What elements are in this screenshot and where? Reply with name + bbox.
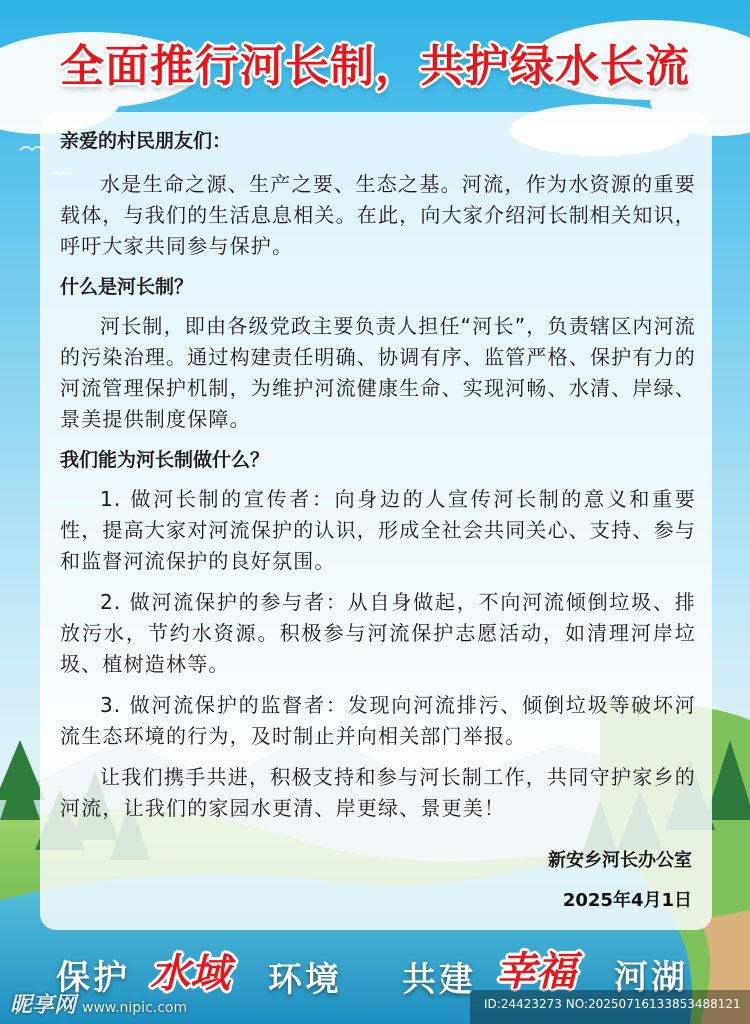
closing-paragraph: 让我们携手共进，积极支持和参与河长制工作，共同守护家乡的河流，让我们的家园水更清、岸更绿、景更美！	[60, 765, 696, 820]
slogan-highlight: 水域	[150, 951, 230, 997]
section1-paragraph: 河长制，即由各级党政主要负责人担任“河长”，负责辖区内河流的污染治理。通过构建责任明确、协调有序、监管严格、保护有力的河流管理保护机制，为维护河流健康生命、实现河畅、水清、岸绿、景美提供制度保障。	[60, 314, 696, 431]
list-item: 3. 做河流保护的监督者：发现向河流排污、倾倒垃圾等破坏河流生态环境的行为，及时制止并向相关部门举报。	[60, 693, 696, 748]
signature-date: 2025年4月1日	[562, 890, 692, 911]
section2-heading: 我们能为河长制做什么？	[60, 449, 270, 471]
slogan-text: 河湖	[614, 958, 688, 998]
page-title: 全面推行河长制，共护绿水长流	[60, 41, 690, 92]
slogan-text: 保护	[56, 958, 130, 998]
watermark-logo	[10, 988, 187, 1019]
intro-paragraph: 水是生命之源、生产之要、生态之基。河流，作为水资源的重要载体，与我们的生活息息相关。在此，向大家介绍河长制相关知识，呼吁大家共同参与保护。	[60, 172, 696, 258]
section1-heading: 什么是河长制？	[60, 276, 194, 298]
notice-body	[60, 126, 696, 834]
slogan-text: 环境	[268, 960, 342, 1000]
list-item: 1. 做河长制的宣传者：向身边的人宣传河长制的意义和重要性，提高大家对河流保护的认识，形成全社会共同关心、支持、参与和监督河流保护的良好氛围。	[60, 487, 696, 573]
watermark-id: ID:24423273 NO:20250716133853488121	[484, 997, 741, 1011]
list-item: 2. 做河流保护的参与者：从自身做起，不向河流倾倒垃圾、排放污水，节约水资源。积极参与河流保护志愿活动，如清理河岸垃圾、植树造林等。	[60, 590, 696, 676]
watermark-brand: 昵享网	[10, 993, 77, 1018]
signature-office: 新安乡河长办公室	[548, 850, 692, 871]
watermark-url: www.nipic.com	[82, 1000, 188, 1016]
slogan-text: 共建	[402, 960, 476, 1000]
slogan-highlight: 幸福	[496, 949, 576, 995]
greeting: 亲爱的村民朋友们：	[60, 130, 232, 152]
